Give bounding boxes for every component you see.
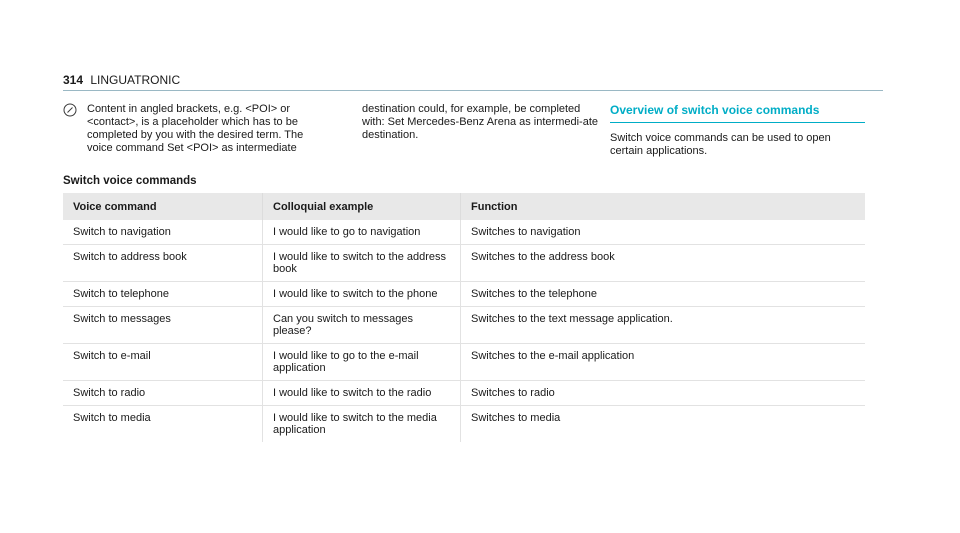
note-continuation: destination could, for example, be completed with: Set Mercedes-Benz Arena as intermedi-ate destination. [362,103,599,141]
table-row [63,282,865,307]
function-cell: Switches to media [461,406,866,443]
voice-command-cell: Switch to address book [63,245,263,282]
table-row [63,220,865,245]
table-row [63,344,865,381]
column-header-function: Function [461,193,866,220]
page-number: 314 [63,73,84,87]
table-title: Switch voice commands [63,175,197,187]
section-name: LINGUATRONIC [90,73,181,87]
colloquial-example-cell: I would like to switch to the phone [263,282,461,307]
voice-command-cell: Switch to messages [63,307,263,344]
info-icon [63,103,77,117]
voice-command-cell: Switch to radio [63,381,263,406]
function-cell: Switches to the address book [461,245,866,282]
function-cell: Switches to the text message application. [461,307,866,344]
header-rule [63,90,883,91]
section-heading: Overview of switch voice commands [610,103,865,123]
function-cell: Switches to radio [461,381,866,406]
table-row [63,307,865,344]
column-header-colloquial-example: Colloquial example [263,193,461,220]
table-row [63,406,865,443]
voice-command-cell: Switch to e-mail [63,344,263,381]
function-cell: Switches to navigation [461,220,866,245]
function-cell: Switches to the e-mail application [461,344,866,381]
colloquial-example-cell: I would like to switch to the radio [263,381,461,406]
voice-command-cell: Switch to media [73,412,151,424]
colloquial-example-cell: I would like to go to the e-mail application [263,344,461,381]
table-row [63,245,865,282]
page-header [63,73,180,87]
section-body: Switch voice commands can be used to open certain applications. [610,132,831,157]
column-header-voice-command: Voice command [63,193,263,220]
overview-section [610,103,865,158]
colloquial-example-cell: I would like to switch to the address book [263,245,461,282]
colloquial-example-cell: I would like to switch to the media application [263,406,461,443]
voice-command-cell: Switch to telephone [63,282,263,307]
colloquial-example-cell: I would like to go to navigation [263,220,461,245]
voice-commands-table [63,193,865,442]
table-header-row [63,193,865,220]
info-note [63,103,328,155]
colloquial-example-cell: Can you switch to messages please? [263,307,461,344]
function-cell: Switches to the telephone [461,282,866,307]
table-row [63,381,865,406]
note-text: Content in angled brackets, e.g. <POI> or <contact>, is a placeholder which has to be completed by you with the desired term. The voice command Set <POI> as intermediate [87,103,304,154]
voice-command-cell: Switch to navigation [63,220,263,245]
